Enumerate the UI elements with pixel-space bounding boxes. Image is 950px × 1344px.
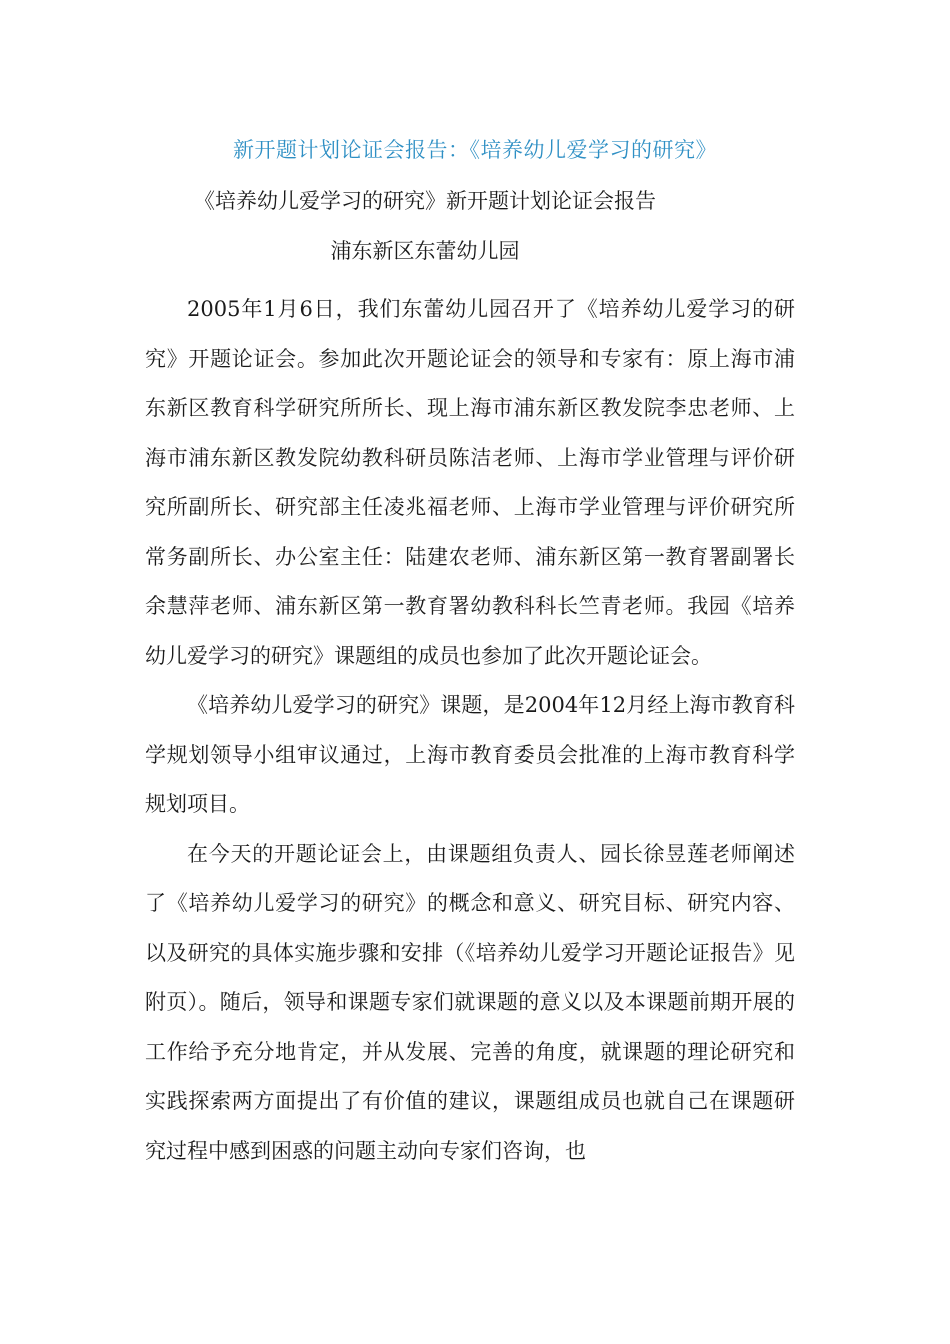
organization-name: 浦东新区东蕾幼儿园 bbox=[330, 239, 520, 263]
paragraph-1: 2005年1月6日，我们东蕾幼儿园召开了《培养幼儿爱学习的研究》开题论证会。参加此次开题论证会的领导和专家有：原上海市浦东新区教育科学研究所所长、现上海市浦东新区教发院李忠老师、上海市浦东新区教发院幼教科研员陈洁老师、上海市学业管理与评价研究所副所长、研究部主任凌兆福老师、上海市学业管理与评价研究所常务副所长、办公室主任：陆建农老师、浦东新区第一教育署副署长余慧萍老师、浦东新区第一教育署幼教科科长竺青老师。我园《培养幼儿爱学习的研究》课题组的成员也参加了此次开题论证会。 bbox=[145, 297, 795, 668]
document-title: 新开题计划论证会报告：《培养幼儿爱学习的研究》 bbox=[233, 138, 717, 162]
document-subtitle: 《培养幼儿爱学习的研究》新开题计划论证会报告 bbox=[194, 189, 656, 213]
paragraph-3: 在今天的开题论证会上，由课题组负责人、园长徐昱莲老师阐述了《培养幼儿爱学习的研究》的概念和意义、研究目标、研究内容、以及研究的具体实施步骤和安排（《培养幼儿爱学习开题论证报告》见附页）。随后，领导和课题专家们就课题的意义以及本课题前期开展的工作给予充分地肯定，并从发展、完善的角度，就课题的理论研究和实践探索两方面提出了有价值的建议，课题组成员也就自己在课题研究过程中感到困惑的问题主动向专家们咨询，也 bbox=[145, 841, 795, 1163]
paragraph-2: 《培养幼儿爱学习的研究》课题，是2004年12月经上海市教育科学规划领导小组审议通过，上海市教育委员会批准的上海市教育科学规划项目。 bbox=[145, 693, 795, 816]
document-body bbox=[145, 285, 795, 1176]
